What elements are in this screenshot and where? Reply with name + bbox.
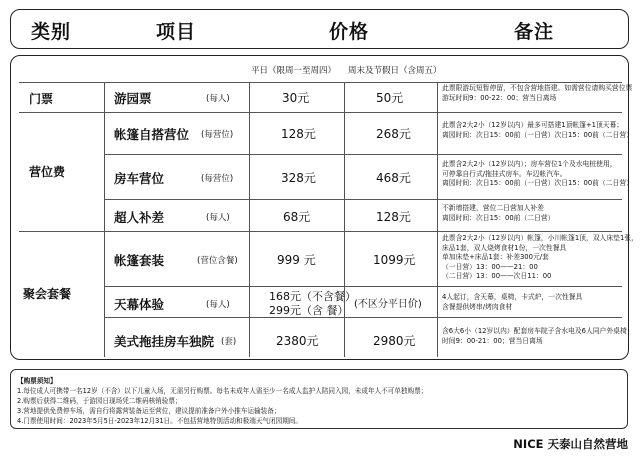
weekend-price: 1099元: [373, 253, 416, 267]
price-table: [10, 55, 638, 360]
item-name: 天幕体验: [114, 297, 165, 312]
weekend-price: 468元: [376, 171, 411, 185]
category-camp: 营位费: [29, 165, 66, 179]
weekday-price: 328元: [281, 171, 316, 185]
row-note: 此票含2大2小（12岁以内）帐篷，小川帐篷1顶，双人床垫1张， 床品1套，双人烧烤食材1份，一次性餐具 单加床垫+床品1套：补差300元/套 （一日营）13：00——21：00 （二日营）13：00——次日11：00: [442, 234, 638, 281]
item-unit: (每人): [206, 213, 230, 223]
purchase-notice: [10, 369, 628, 429]
row-divider: [19, 231, 622, 232]
brand-name: NICE 天泰山自然营地: [513, 437, 628, 451]
col-divider: [437, 82, 438, 357]
item-name: 房车营位: [114, 171, 165, 186]
weekday-price: 128元: [281, 127, 316, 141]
weekend-column-header: 周末及节假日（含周五）: [348, 66, 442, 76]
row-divider: [104, 199, 622, 200]
item-name: 帐篷自搭营位: [114, 127, 190, 142]
item-unit: (每人): [206, 94, 230, 104]
row-note: 不新增搭建，营位二日营加人补差 离园时间：次日15：00前（二日营）: [442, 204, 555, 222]
row-note: 4人起订，含天幕，桌椅，卡式炉，一次性餐具 含餐提供烤串/烤肉食材: [442, 293, 583, 311]
item-name: 帐篷套装: [114, 253, 165, 268]
row-divider: [104, 317, 622, 318]
weekday-price: 30元: [282, 91, 310, 105]
col-divider: [104, 82, 105, 357]
notice-title: 【购票须知】: [17, 377, 57, 385]
row-divider: [104, 154, 622, 155]
weekday-column-header: 平日（限周一至周四）: [251, 66, 337, 76]
header-remark: 备注: [514, 21, 555, 43]
weekend-price: 128元: [376, 210, 411, 224]
row-note: 此票含2大2小（12岁以内）最多可搭建1顶帐篷+1顶天幕； 离园时间：次日15：00前（一日营）次日15：00前（二日营）: [442, 121, 633, 139]
row-divider: [104, 286, 622, 287]
notice-line: 3.营地提供免费停车场，需自行将露营装备运至营位，建议提前准备户外小推车运输装备；: [17, 407, 281, 415]
weekend-price: (不区分平日价): [354, 299, 422, 310]
header-price: 价格: [329, 21, 370, 43]
col-divider: [249, 82, 250, 357]
notice-line: 2.购票后获得二维码，于游园日现场凭二维码核销验票；: [17, 397, 182, 405]
weekday-price: 168元（不含餐）: [269, 290, 356, 303]
row-note: 此票限游玩短暂停留，不包含营地搭建。如需营位请购买营位票 游玩时间9：00-22：00；营当日离场: [442, 84, 633, 102]
notice-line: 1.每位成人可携带一名12岁（不含）以下儿童入场，无需另行购票。每名未成年人需至少一名成人监护人陪同入园，未成年人不可单独购票；: [17, 387, 428, 395]
item-name: 美式拖挂房车独院: [114, 334, 215, 349]
weekday-price: 68元: [283, 210, 311, 224]
item-name: 超人补差: [114, 210, 165, 225]
header-bar: [10, 9, 629, 49]
row-note: 此票含2大2小（12岁以内）；房车营位1个及水电桩使用， 可停靠自行式/拖挂式房车。车辺帐汽车。 离园时间：次日15：00前（一日营）次日15：00前（二日营）: [442, 160, 633, 188]
item-unit: (每营位): [201, 174, 234, 184]
item-unit: (套): [221, 337, 237, 347]
weekend-price: 2980元: [373, 334, 416, 348]
row-note: 含6大6小（12岁以内）配套房车院子含水电及6人同户外桌椅 时间9：00-21：00；营当日离场: [442, 327, 627, 345]
weekend-price: 268元: [376, 127, 411, 141]
row-divider: [19, 112, 622, 113]
category-ticket: 门票: [29, 92, 54, 106]
weekday-price-with-meal: 299元（含 餐）: [269, 304, 349, 317]
notice-line: 4.门票使用时间：2023年5月5日-2023年12月31日。不包括营地特别活动和极端天气闭园期间。: [17, 417, 302, 425]
weekday-price: 999 元: [277, 253, 316, 267]
item-unit: (每营位): [201, 130, 234, 140]
row-divider: [19, 82, 622, 83]
item-name: 游园票: [114, 91, 152, 106]
weekday-price: 2380元: [276, 334, 319, 348]
header-category: 类别: [31, 21, 72, 43]
weekend-price: 50元: [376, 91, 404, 105]
item-unit: (每人): [206, 300, 230, 310]
item-unit: (营位含餐): [197, 256, 238, 266]
header-item: 项目: [156, 21, 197, 43]
category-party: 聚会套餐: [23, 287, 72, 301]
